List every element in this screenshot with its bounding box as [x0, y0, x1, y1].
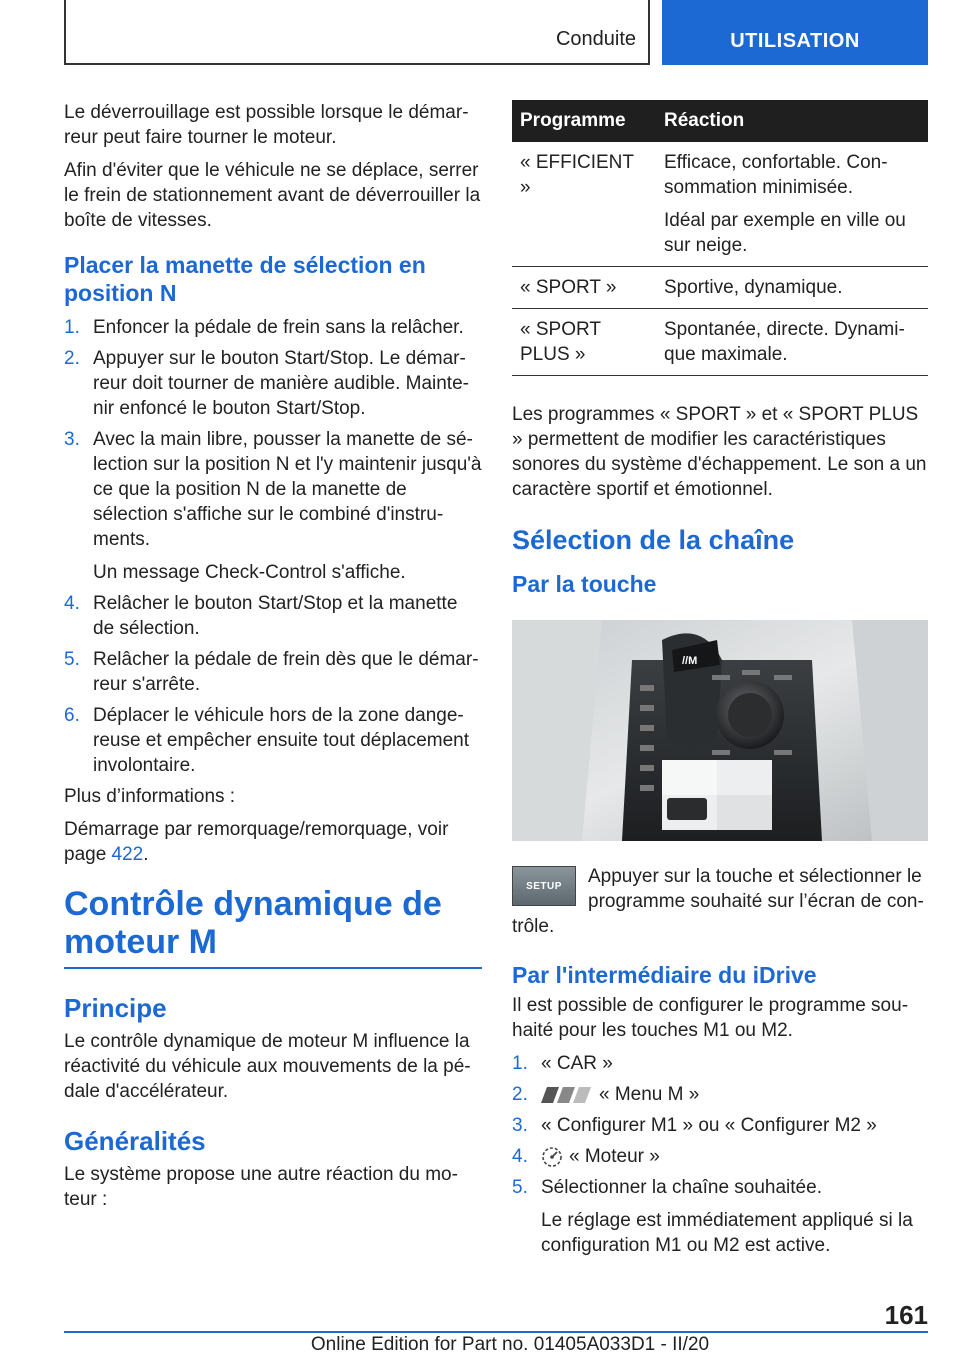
page-link-422[interactable]: 422 [111, 844, 144, 865]
step-number: 6. [64, 705, 80, 726]
neutral-heading: Placer la manette de sélection en position N [64, 252, 426, 306]
step-text: Avec la main libre, pousser la manette de sélection sur la position N et l'y maintenir jusqu'à ce que la position N de la manette de sélection s'affiche sur le combiné d'instruments. [93, 429, 482, 550]
table-row [512, 309, 928, 376]
page-number: 161 [884, 1300, 928, 1330]
neutral-steps-list [64, 315, 482, 778]
list-item [64, 346, 482, 421]
list-item [512, 1175, 928, 1258]
idrive-text: Il est possible de configurer le programme souhaité pour les touches M1 ou M2. [512, 995, 909, 1041]
step-text-block [541, 1082, 928, 1107]
step-text: « Moteur » [569, 1146, 660, 1167]
footer-edition: Online Edition for Part no. 01405A033D1 - II/20 [310, 1334, 710, 1355]
step-extra: Le réglage est immédiatement appliqué si la configuration M1 ou M2 est active. [541, 1210, 913, 1256]
step-text-block [541, 1144, 928, 1169]
intro-paragraph-2: Afin d'éviter que le véhicule ne se déplace, serrer le frein de stationnement avant de déverrouiller la boîte de vitesses. [64, 160, 481, 231]
m-stripes-icon [541, 1087, 593, 1103]
step-number: 5. [64, 649, 80, 670]
list-item [64, 647, 482, 697]
step-text: « CAR » [541, 1053, 613, 1074]
step-number: 1. [512, 1053, 528, 1074]
column-header-program: Programme [512, 100, 656, 142]
sport-note: Les programmes « SPORT » et « SPORT PLUS » permettent de modifier les caractéristiques sonores du système d'échappement. Le son a un caractère sportif et émotionnel. [512, 404, 927, 500]
setup-button-icon: SETUP [512, 866, 576, 906]
idrive-heading: Par l'intermédiaire du iDrive [512, 962, 817, 988]
step-text: Relâcher la pédale de frein dès que le démarreur s'arrête. [93, 649, 479, 695]
step-number: 4. [512, 1146, 528, 1167]
column-header-reaction: Réaction [656, 100, 928, 142]
step-text: « Configurer M1 » ou « Configurer M2 » [541, 1115, 877, 1136]
step-extra: Un message Check-Control s'affiche. [93, 562, 406, 583]
cross-reference-text: Démarrage par remorquage/remorquage, voir page [64, 819, 449, 865]
program-cell: « SPORT » [512, 267, 656, 309]
step-number: 3. [64, 429, 80, 450]
step-text-block [541, 1175, 928, 1258]
reaction-cell [656, 142, 928, 267]
step-number: 3. [512, 1115, 528, 1136]
program-table [512, 100, 928, 376]
general-heading: Généralités [64, 1126, 206, 1156]
program-cell: « SPORT PLUS » [512, 309, 656, 376]
reaction-text: Sportive, dynamique. [664, 277, 843, 298]
list-item [512, 1082, 928, 1107]
table-row [512, 142, 928, 267]
center-console-photo [512, 620, 928, 841]
cross-reference-end: . [143, 844, 149, 865]
list-item [64, 427, 482, 585]
chain-heading: Sélection de la chaîne [512, 525, 795, 555]
step-number: 5. [512, 1177, 528, 1198]
button-heading: Par la touche [512, 571, 657, 597]
list-item [64, 591, 482, 641]
cross-reference [64, 817, 482, 867]
principle-heading: Principe [64, 993, 167, 1023]
step-text: Sélectionner la chaîne souhaitée. [541, 1177, 822, 1198]
step-text: Enfoncer la pédale de frein sans la relâcher. [93, 317, 464, 338]
general-text: Le système propose une autre réaction du moteur : [64, 1164, 458, 1210]
list-item [512, 1113, 928, 1138]
step-text-block [93, 427, 482, 585]
main-heading: Contrôle dynamique de moteur M [64, 885, 482, 969]
list-item [64, 315, 482, 340]
reaction-text: Idéal par exemple en ville ou sur neige. [664, 210, 906, 256]
left-column [64, 100, 482, 1220]
svg-text://M: //M [682, 655, 698, 667]
reaction-cell [656, 267, 928, 309]
principle-text: Le contrôle dynamique de moteur M influence la réactivité du véhicule aux mouvements de la pédale d'accélérateur. [64, 1031, 471, 1102]
setup-instruction [512, 864, 928, 939]
table-row [512, 267, 928, 309]
engine-gauge-icon [541, 1146, 563, 1168]
right-column [512, 100, 928, 1264]
footer-divider [64, 1331, 928, 1333]
step-text: « Menu M » [599, 1084, 700, 1105]
idrive-steps-list [512, 1051, 928, 1258]
step-number: 1. [64, 317, 80, 338]
setup-text: Appuyer sur la touche et sélectionner le programme souhaité sur l’écran de contrôle. [512, 866, 924, 937]
list-item [512, 1144, 928, 1169]
step-text: Déplacer le véhicule hors de la zone dangereuse et empêcher ensuite tout déplacement involontaire. [93, 705, 470, 776]
reaction-text: Spontanée, directe. Dynamique maximale. [664, 319, 905, 365]
reaction-cell [656, 309, 928, 376]
step-number: 2. [64, 348, 80, 369]
reaction-text: Efficace, confortable. Consommation minimisée. [664, 152, 888, 198]
step-text: Relâcher le bouton Start/Stop et la manette de sélection. [93, 593, 458, 639]
more-info-label: Plus d’informations : [64, 786, 236, 807]
step-number: 2. [512, 1084, 528, 1105]
program-cell: « EFFICIENT » [512, 142, 656, 267]
intro-paragraph-1: Le déverrouillage est possible lorsque le démarreur peut faire tourner le moteur. [64, 102, 469, 148]
header-chapter-tab: UTILISATION [662, 0, 928, 65]
header-section-title: Conduite [555, 28, 636, 50]
list-item [512, 1051, 928, 1076]
list-item [64, 703, 482, 778]
step-text: Appuyer sur le bouton Start/Stop. Le démarreur doit tourner de manière audible. Maintenir enfoncé le bouton Start/Stop. [93, 348, 469, 419]
table-header-row [512, 100, 928, 142]
step-number: 4. [64, 593, 80, 614]
